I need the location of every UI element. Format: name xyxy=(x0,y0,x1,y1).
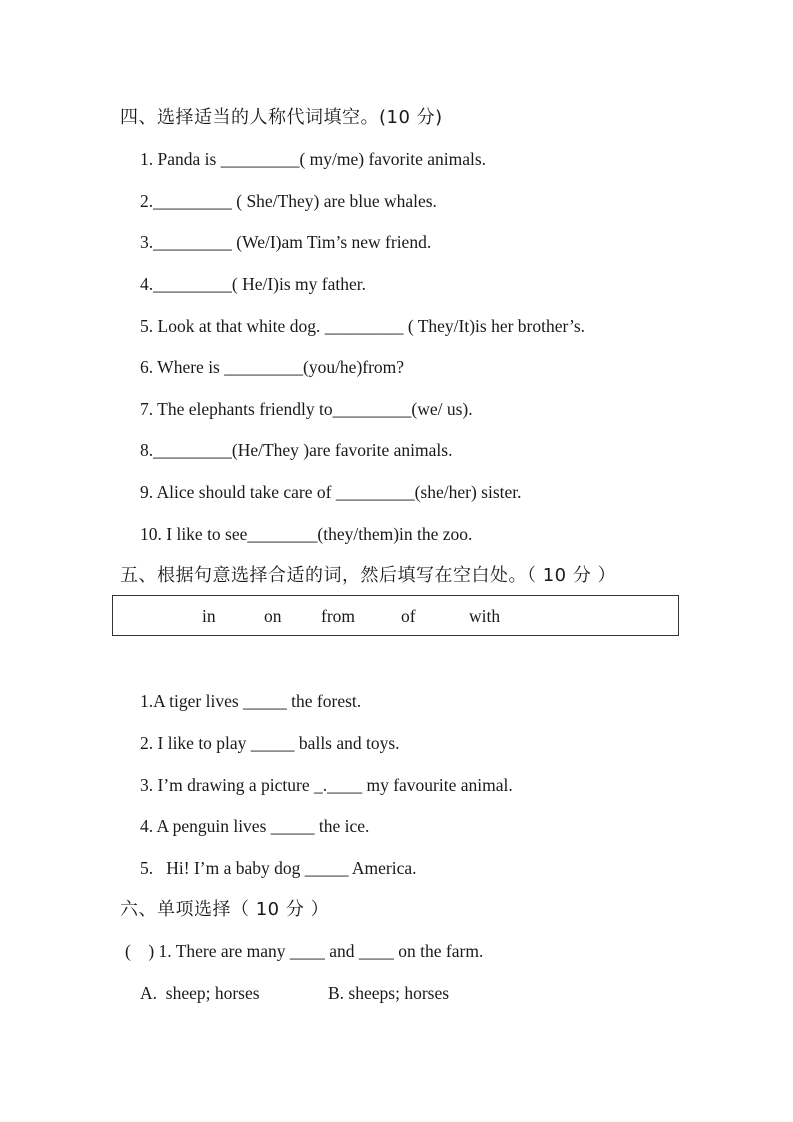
s5-item-4: 4. A penguin lives _____ the ice. xyxy=(140,816,370,836)
word-bank-of: of xyxy=(401,606,416,626)
s4-item-8: 8._________(He/They )are favorite animals. xyxy=(140,440,453,460)
s6-question-1: ( ) 1. There are many ____ and ____ on the farm. xyxy=(125,941,484,961)
s4-item-10: 10. I like to see________(they/them)in the zoo. xyxy=(140,524,473,544)
s5-item-1: 1.A tiger lives _____ the forest. xyxy=(140,691,362,711)
s4-item-6: 6. Where is _________(you/he)from? xyxy=(140,357,405,377)
s4-item-5: 5. Look at that white dog. _________ ( They/It)is her brother’s. xyxy=(140,316,586,336)
s5-item-5: 5. Hi! I’m a baby dog _____ America. xyxy=(140,858,417,878)
s4-item-9: 9. Alice should take care of _________(she/her) sister. xyxy=(140,482,522,502)
s5-item-2: 2. I like to play _____ balls and toys. xyxy=(140,733,400,753)
s5-item-3: 3. I’m drawing a picture _.____ my favourite animal. xyxy=(140,775,513,795)
word-bank-on: on xyxy=(264,606,282,626)
s4-item-3: 3._________ (We/I)am Tim’s new friend. xyxy=(140,232,432,252)
word-bank-from: from xyxy=(321,606,356,626)
word-bank-in: in xyxy=(202,606,216,626)
s4-item-1: 1. Panda is _________( my/me) favorite animals. xyxy=(140,149,487,169)
s6-option-a: A. sheep; horses xyxy=(140,983,260,1003)
section-4-title: 四、选择适当的人称代词填空。(10 分) xyxy=(120,107,443,128)
s4-item-4: 4._________( He/I)is my father. xyxy=(140,274,366,294)
section-5-title: 五、根据句意选择合适的词，然后填写在空白处。（ 10 分 ） xyxy=(120,565,617,586)
s4-item-2: 2._________ ( She/They) are blue whales. xyxy=(140,191,437,211)
section-6-title: 六、单项选择（ 10 分 ） xyxy=(120,899,330,920)
word-bank-box xyxy=(112,595,679,636)
s4-item-7: 7. The elephants friendly to_________(we/ us). xyxy=(140,399,473,419)
s6-option-b: B. sheeps; horses xyxy=(328,983,450,1003)
word-bank-with: with xyxy=(469,606,501,626)
